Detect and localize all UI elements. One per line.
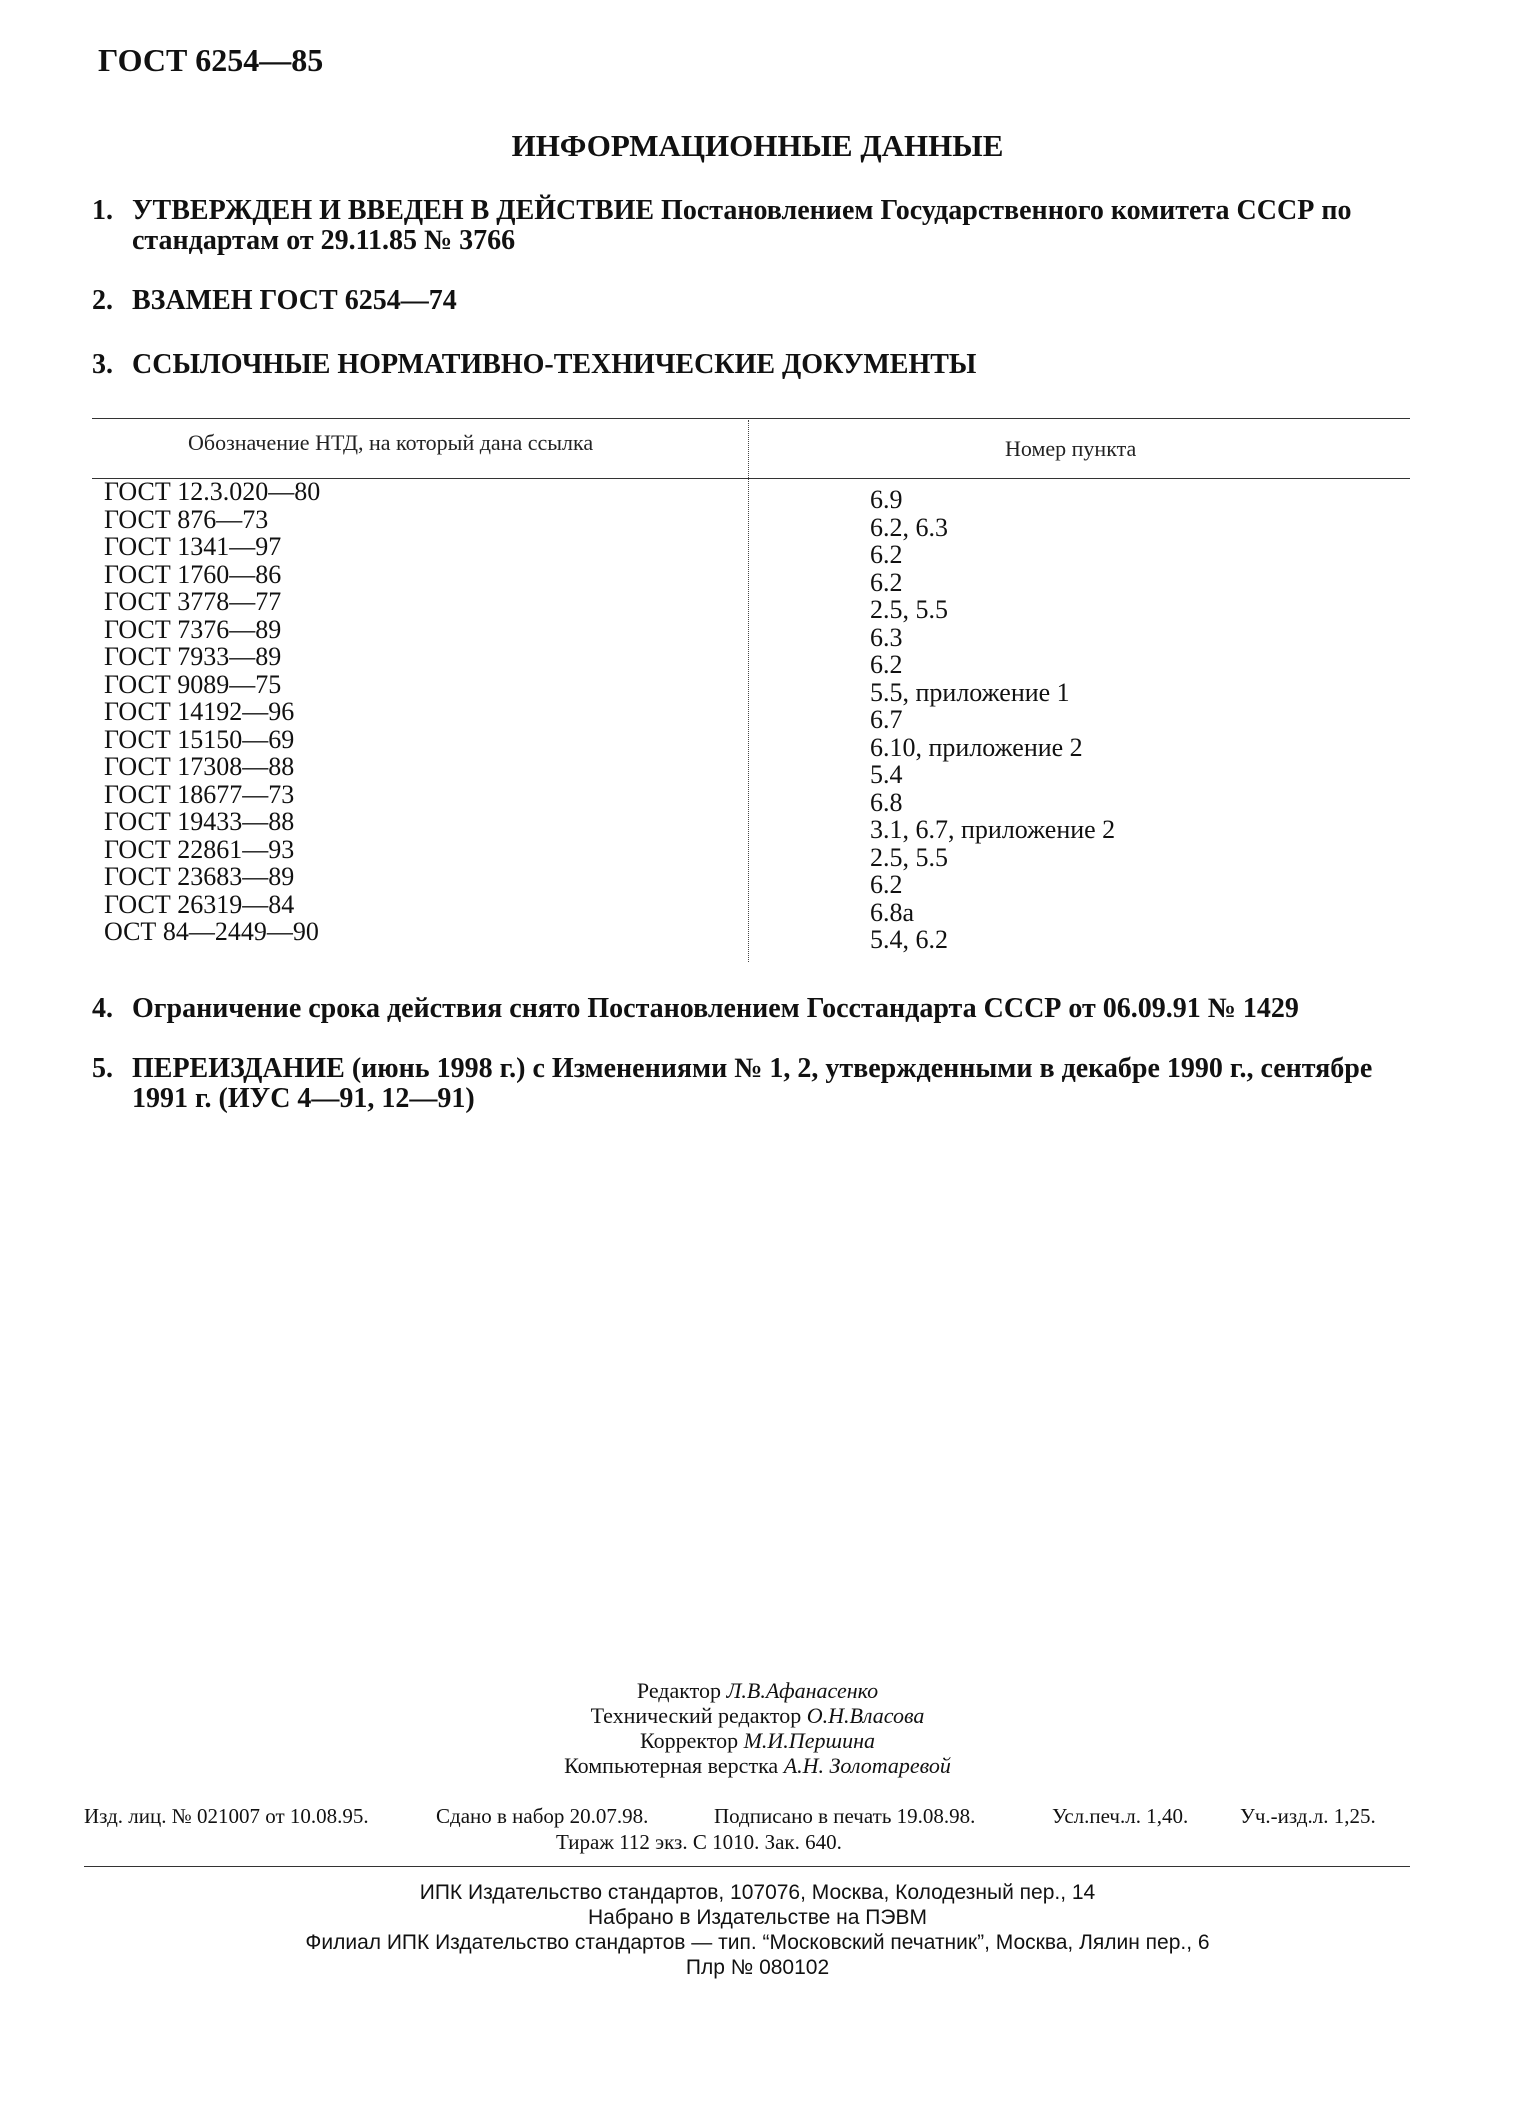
credit-editor: Редактор Л.В.Афанасенко xyxy=(636,1678,879,1703)
item-number: 1. xyxy=(92,195,113,226)
table-cell-clause: 6.9 xyxy=(870,485,903,514)
table-cell-clause: 2.5, 5.5 xyxy=(870,842,948,872)
table-cell-clause: 6.10, приложение 2 xyxy=(870,732,1083,762)
item-number: 4. xyxy=(92,993,113,1024)
footer-rule xyxy=(84,1866,1410,1867)
pub-publisher-sheets: Уч.-изд.л. 1,25. xyxy=(1240,1804,1376,1828)
table-cell-clause: 5.4 xyxy=(870,760,903,789)
pub-typeset: Сдано в набор 20.07.98. xyxy=(436,1804,649,1828)
footer-line: Плр № 080102 xyxy=(685,1956,830,1979)
table-cell-designation: ГОСТ 17308—88 xyxy=(104,752,295,781)
table-cell-designation: ГОСТ 1760—86 xyxy=(104,559,282,589)
table-cell-designation: ГОСТ 7376—89 xyxy=(104,614,282,644)
info-item-3 xyxy=(92,350,1422,380)
table-cell-designation: ГОСТ 26319—84 xyxy=(104,889,295,919)
credit-tech-editor: Технический редактор О.Н.Власова xyxy=(590,1703,925,1728)
table-cell-designation: ГОСТ 12.3.020—80 xyxy=(104,477,321,506)
section-title: ИНФОРМАЦИОННЫЕ ДАННЫЕ xyxy=(511,128,1004,163)
table-cell-designation: ГОСТ 15150—69 xyxy=(104,724,295,754)
footer-line: Филиал ИПК Издательство стандартов — тип. “Московский печатник”, Москва, Лялин пер., 6 xyxy=(305,1931,1210,1954)
info-item-5 xyxy=(92,1054,1422,1114)
item-number: 3. xyxy=(92,349,113,380)
table-column-divider xyxy=(748,420,749,962)
table-cell-clause: 3.1, 6.7, приложение 2 xyxy=(870,815,1116,844)
page-header: ГОСТ 6254—85 xyxy=(98,42,324,78)
item-lead: ПЕРЕИЗДАНИЕ xyxy=(132,1053,345,1084)
table-cell-designation: ГОСТ 3778—77 xyxy=(104,587,282,616)
table-top-rule xyxy=(92,418,1410,419)
credit-proofreader: Корректор М.И.Першина xyxy=(640,1728,875,1753)
item-number: 5. xyxy=(92,1053,113,1084)
table-cell-clause: 6.8а xyxy=(870,897,915,927)
table-header-clause: Номер пункта xyxy=(1005,436,1137,461)
info-item-1 xyxy=(92,196,1422,256)
item-text: (июнь 1998 г.) с Изменениями № 1, 2, утвержденными в декабре 1990 г., сентябре 1991 г. (ИУС 4—91, 12—91) xyxy=(132,1053,1373,1114)
table-cell-clause: 5.4, 6.2 xyxy=(870,925,948,954)
table-cell-designation: ГОСТ 18677—73 xyxy=(104,779,295,809)
table-cell-designation: ГОСТ 22861—93 xyxy=(104,834,295,864)
item-lead: УТВЕРЖДЕН И ВВЕДЕН В ДЕЙСТВИЕ xyxy=(132,195,655,226)
table-cell-designation: ОСТ 84—2449—90 xyxy=(104,917,319,946)
table-cell-clause: 6.2, 6.3 xyxy=(870,512,948,542)
credits xyxy=(0,1678,1515,1778)
table-column-clause xyxy=(870,486,1115,954)
pub-circulation: Тираж 112 экз. С 1010. Зак. 640. xyxy=(556,1830,842,1854)
table-column-designation xyxy=(104,478,320,946)
item-text: Ограничение срока действия снято Постановлением Госстандарта СССР от 06.09.91 № 1429 xyxy=(132,993,1299,1024)
table-cell-designation: ГОСТ 14192—96 xyxy=(104,697,295,726)
table-cell-designation: ГОСТ 19433—88 xyxy=(104,807,295,836)
table-cell-clause: 6.3 xyxy=(870,622,903,652)
item-lead: ВЗАМЕН ГОСТ 6254—74 xyxy=(132,285,457,316)
table-cell-clause: 6.2 xyxy=(870,870,903,899)
table-cell-clause: 6.2 xyxy=(870,540,903,569)
pub-license: Изд. лиц. № 021007 от 10.08.95. xyxy=(84,1804,369,1828)
table-cell-designation: ГОСТ 7933—89 xyxy=(104,642,282,671)
table-cell-clause: 6.2 xyxy=(870,567,903,597)
table-cell-clause: 2.5, 5.5 xyxy=(870,595,948,624)
table-cell-clause: 6.8 xyxy=(870,787,903,817)
credit-layout: Компьютерная верстка А.Н. Золотаревой xyxy=(564,1753,951,1778)
footer-line: ИПК Издательство стандартов, 107076, Москва, Колодезный пер., 14 xyxy=(419,1881,1096,1904)
info-item-4 xyxy=(92,994,1422,1024)
item-lead: ССЫЛОЧНЫЕ НОРМАТИВНО-ТЕХНИЧЕСКИЕ ДОКУМЕНТЫ xyxy=(132,349,977,380)
footer-line: Набрано в Издательстве на ПЭВМ xyxy=(588,1906,927,1929)
table-cell-designation: ГОСТ 876—73 xyxy=(104,504,269,534)
info-item-2 xyxy=(92,286,1422,316)
item-number: 2. xyxy=(92,285,113,316)
table-cell-clause: 6.7 xyxy=(870,705,903,734)
pub-print-sheets: Усл.печ.л. 1,40. xyxy=(1052,1804,1189,1828)
table-cell-designation: ГОСТ 1341—97 xyxy=(104,532,282,561)
table-header-designation: Обозначение НТД, на который дана ссылка xyxy=(188,430,594,455)
table-cell-designation: ГОСТ 9089—75 xyxy=(104,669,282,699)
pub-signed: Подписано в печать 19.08.98. xyxy=(714,1804,976,1828)
item-text: Постановлением Государственного комитета СССР по стандартам от 29.11.85 № 3766 xyxy=(132,195,1352,256)
table-cell-clause: 5.5, приложение 1 xyxy=(870,677,1070,707)
publisher-footer xyxy=(0,1880,1515,1980)
table-cell-clause: 6.2 xyxy=(870,650,903,679)
table-cell-designation: ГОСТ 23683—89 xyxy=(104,862,295,891)
